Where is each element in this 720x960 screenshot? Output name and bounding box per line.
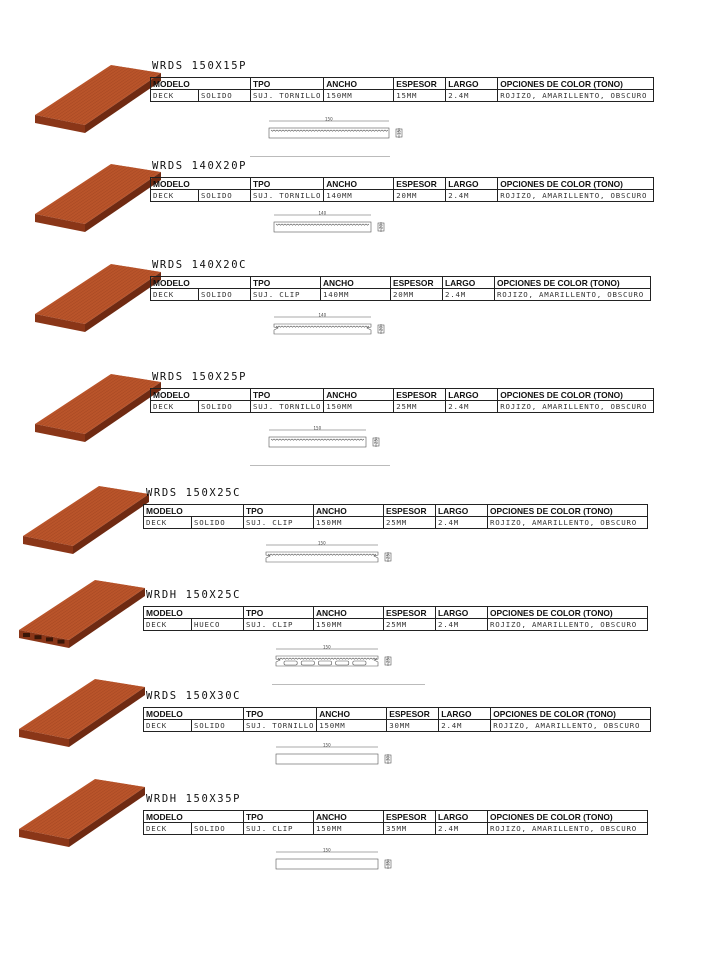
column-header: ANCHO [321,277,391,289]
column-header: OPCIONES DE COLOR (TONO) [498,78,654,90]
solid-board-icon [33,372,153,446]
screw-profile-icon [265,427,390,465]
spec-ancho: 150MM [314,619,384,631]
spec-modelo: DECK [151,401,199,413]
divider [250,156,390,157]
svg-text:150: 150 [325,116,333,122]
hollow-clip-profile-icon [272,646,402,684]
spec-espesor: 20MM [391,289,443,301]
spec-ancho: 140MM [321,289,391,301]
column-header: LARGO [436,811,488,823]
spec-header-row [151,277,651,289]
svg-text:25: 25 [385,657,391,663]
spec-ancho: 150MM [317,720,387,732]
solid-board-icon [33,63,153,137]
spec-modelo: DECK [151,190,199,202]
spec-tipo: SUJ. CLIP [244,823,314,835]
spec-opciones: ROJIZO, AMARILLENTO, OBSCURO [498,190,654,202]
clip-profile-icon [270,314,395,352]
spec-largo: 2.4M [436,517,488,529]
spec-ancho: 150MM [324,401,394,413]
svg-text:15: 15 [396,129,402,135]
spec-espesor: 30MM [387,720,439,732]
column-header: LARGO [446,389,498,401]
column-header: LARGO [446,78,498,90]
column-header: LARGO [446,178,498,190]
spec-espesor: 25MM [384,619,436,631]
spec-table [143,707,651,732]
spec-largo: 2.4M [443,289,495,301]
spec-material: SOLIDO [192,720,244,732]
spec-tipo: SUJ. TORNILLO [251,401,324,413]
spec-espesor: 20MM [394,190,446,202]
spec-espesor: 25MM [394,401,446,413]
product-title: WRDS 150X15P [152,60,248,72]
spec-ancho: 150MM [314,823,384,835]
spec-value-row [144,823,648,835]
svg-text:150: 150 [323,742,331,748]
spec-ancho: 150MM [324,90,394,102]
column-header: TPO [244,607,314,619]
spec-opciones: ROJIZO, AMARILLENTO, OBSCURO [488,619,648,631]
product-title: WRDS 150X30C [146,690,242,702]
column-header: ANCHO [314,811,384,823]
column-header: ANCHO [314,505,384,517]
spec-opciones: ROJIZO, AMARILLENTO, OBSCURO [488,517,648,529]
column-header: LARGO [436,505,488,517]
column-header: MODELO [144,505,244,517]
spec-modelo: DECK [144,720,192,732]
spec-value-row [151,289,651,301]
spec-table [150,177,654,202]
column-header: MODELO [151,277,251,289]
spec-material: SOLIDO [192,823,244,835]
spec-largo: 2.4M [436,823,488,835]
svg-text:30: 30 [385,755,391,761]
spec-modelo: DECK [144,619,192,631]
spec-material: HUECO [192,619,244,631]
product-title: WRDH 150X25C [146,589,242,601]
spec-modelo: DECK [144,517,192,529]
column-header: TPO [244,708,317,720]
spec-header-row [151,389,654,401]
spec-espesor: 25MM [384,517,436,529]
product-title: WRDH 150X35P [146,793,242,805]
column-header: ESPESOR [384,505,436,517]
solid-board-icon [33,262,153,336]
divider [272,684,425,685]
spec-largo: 2.4M [439,720,491,732]
svg-text:20: 20 [378,223,384,229]
svg-text:140: 140 [318,210,327,216]
spec-opciones: ROJIZO, AMARILLENTO, OBSCURO [498,401,654,413]
product-title: WRDS 150X25C [146,487,242,499]
spec-ancho: 150MM [314,517,384,529]
svg-text:150: 150 [313,425,322,431]
spec-modelo: DECK [151,90,199,102]
clip-profile-icon [262,542,402,580]
column-header: ESPESOR [394,389,446,401]
column-header: ESPESOR [394,178,446,190]
column-header: ESPESOR [384,607,436,619]
spec-ancho: 140MM [324,190,394,202]
spec-opciones: ROJIZO, AMARILLENTO, OBSCURO [488,823,648,835]
column-header: OPCIONES DE COLOR (TONO) [488,607,648,619]
column-header: LARGO [439,708,491,720]
spec-value-row [144,517,648,529]
column-header: TPO [251,389,324,401]
svg-text:140: 140 [318,312,327,318]
product-title: WRDS 140X20C [152,259,248,271]
spec-opciones: ROJIZO, AMARILLENTO, OBSCURO [498,90,654,102]
svg-text:150: 150 [318,540,326,546]
spec-header-row [144,505,648,517]
spec-table [150,276,651,301]
solid-board-icon [17,777,137,851]
spec-table [150,77,654,102]
spec-header-row [144,607,648,619]
svg-text:150: 150 [323,847,331,853]
column-header: TPO [251,178,324,190]
spec-tipo: SUJ. CLIP [244,619,314,631]
spec-largo: 2.4M [446,190,498,202]
spec-material: SOLIDO [199,90,251,102]
spec-espesor: 15MM [394,90,446,102]
column-header: MODELO [144,708,244,720]
solid-board-icon [21,484,141,558]
spec-value-row [144,619,648,631]
column-header: TPO [244,811,314,823]
column-header: TPO [244,505,314,517]
spec-material: SOLIDO [192,517,244,529]
spec-largo: 2.4M [446,401,498,413]
svg-text:150: 150 [323,644,331,650]
product-title: WRDS 140X20P [152,160,248,172]
spec-tipo: SUJ. TORNILLO [251,90,324,102]
spec-modelo: DECK [144,823,192,835]
svg-text:35: 35 [385,860,391,866]
spec-value-row [144,720,651,732]
column-header: OPCIONES DE COLOR (TONO) [491,708,651,720]
column-header: LARGO [436,607,488,619]
flat-profile-icon [272,744,402,782]
spec-header-row [144,708,651,720]
product-title: WRDS 150X25P [152,371,248,383]
spec-material: SOLIDO [199,401,251,413]
spec-tipo: SUJ. CLIP [251,289,321,301]
spec-value-row [151,190,654,202]
column-header: TPO [251,277,321,289]
column-header: OPCIONES DE COLOR (TONO) [498,178,654,190]
spec-header-row [151,178,654,190]
column-header: TPO [251,78,324,90]
spec-largo: 2.4M [446,90,498,102]
flat-profile-icon [272,849,402,887]
spec-espesor: 35MM [384,823,436,835]
spec-opciones: ROJIZO, AMARILLENTO, OBSCURO [491,720,651,732]
column-header: ESPESOR [391,277,443,289]
svg-text:25: 25 [373,438,379,444]
spec-tipo: SUJ. CLIP [244,517,314,529]
screw-profile-icon [270,212,395,250]
column-header: ANCHO [324,78,394,90]
column-header: ESPESOR [387,708,439,720]
screw-profile-icon [265,118,413,156]
spec-header-row [151,78,654,90]
spec-material: SOLIDO [199,190,251,202]
column-header: MODELO [151,178,251,190]
column-header: OPCIONES DE COLOR (TONO) [495,277,651,289]
spec-header-row [144,811,648,823]
spec-table [143,810,648,835]
column-header: ESPESOR [384,811,436,823]
divider [250,465,390,466]
column-header: MODELO [144,811,244,823]
column-header: ANCHO [324,178,394,190]
spec-table [143,606,648,631]
column-header: MODELO [144,607,244,619]
column-header: MODELO [151,78,251,90]
hollow-board-icon [17,578,137,652]
column-header: ANCHO [314,607,384,619]
column-header: OPCIONES DE COLOR (TONO) [488,811,648,823]
svg-text:25: 25 [385,553,391,559]
spec-value-row [151,401,654,413]
spec-table [143,504,648,529]
spec-opciones: ROJIZO, AMARILLENTO, OBSCURO [495,289,651,301]
spec-tipo: SUJ. TORNILLO [251,190,324,202]
svg-text:20: 20 [378,325,384,331]
column-header: OPCIONES DE COLOR (TONO) [498,389,654,401]
column-header: OPCIONES DE COLOR (TONO) [488,505,648,517]
column-header: ANCHO [324,389,394,401]
spec-tipo: SUJ. TORNILLO [244,720,317,732]
solid-board-icon [33,162,153,236]
column-header: ANCHO [317,708,387,720]
spec-modelo: DECK [151,289,199,301]
column-header: MODELO [151,389,251,401]
solid-board-icon [17,677,137,751]
spec-largo: 2.4M [436,619,488,631]
spec-value-row [151,90,654,102]
column-header: ESPESOR [394,78,446,90]
column-header: LARGO [443,277,495,289]
spec-table [150,388,654,413]
spec-material: SOLIDO [199,289,251,301]
